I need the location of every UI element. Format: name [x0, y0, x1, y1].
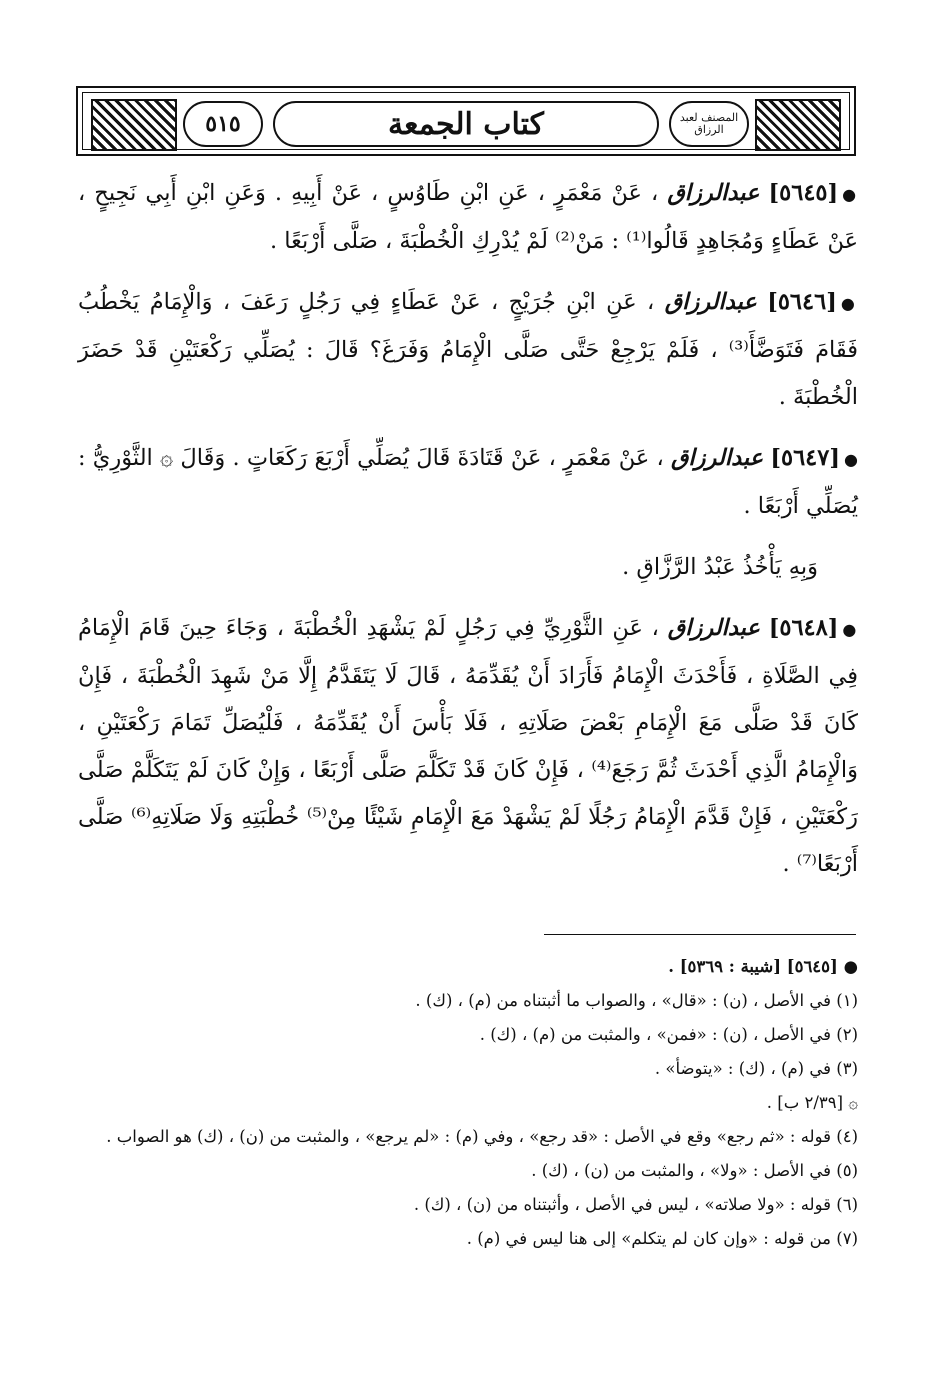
header-frame — [82, 92, 850, 150]
hadith-5646 — [78, 279, 858, 421]
page-number: ٥١٥ — [205, 111, 241, 137]
hadith-number: [٥٦٤٨] — [768, 615, 839, 641]
page-number-medallion — [183, 101, 263, 147]
chapter-title-cartouche — [273, 101, 659, 147]
hadith-author: عبدالرزاق — [664, 289, 757, 315]
footnote-reference: ● [٥٦٤٥] [شيبة : ٥٣٦٩] . — [668, 957, 858, 976]
hadith-author: عبدالرزاق — [670, 445, 764, 471]
bullet-icon: ● — [842, 620, 859, 639]
series-logo-medallion — [669, 101, 749, 147]
footnote-1: (١) في الأصل ، (ن) : «قال» ، والصواب ما أثبتناه من (م) ، (ك) . — [415, 991, 858, 1010]
editor-note: وَبِهِ يَأْخُذُ عَبْدُ الرَّزَّاقِ . — [622, 554, 818, 580]
hadith-text: ، عَنِ ابْنِ جُرَيْجٍ ، عَنْ عَطَاءٍ فِي رَجُلٍ رَعَفَ ، وَالْإِمَامُ يَخْطُبُ فَقَامَ فَتَوَضَّأَ⁽³⁾ ، فَلَمْ يَرْجِعْ حَتَّى صَلَّى الْإِمَامُ وَفَرَغَ؟ قَالَ : يُصَلِّي رَكْعَتَيْنِ قَدْ حَضَرَ الْخُطْبَةَ . — [78, 289, 858, 410]
footnote-separator — [544, 934, 856, 935]
hadith-5647 — [78, 435, 858, 530]
bullet-icon: ● — [842, 185, 859, 204]
chapter-title: كتاب الجمعة — [388, 106, 544, 142]
right-ornament — [755, 99, 841, 151]
footnote-folio: ۞ [٢/٣٩ ب] . — [766, 1093, 858, 1112]
hadith-text: ، عَنِ الثَّوْرِيِّ فِي رَجُلٍ لَمْ يَشْهَدِ الْخُطْبَةَ ، وَجَاءَ حِينَ قَامَ الْإِمَامُ فِي الصَّلَاةِ ، فَأَحْدَثَ الْإِمَامُ فَأَرَادَ أَنْ يُقَدِّمَهُ ، قَالَ لَا يَتَقَدَّمُ إِلَّا مَنْ شَهِدَ الْخُطْبَةَ ، فَإِنْ كَانَ قَدْ صَلَّى مَعَ الْإِمَامِ بَعْضَ صَلَاتِهِ ، فَلَا بَأْسَ أَنْ يُقَدِّمَهُ ، فَلْيُصَلِّ تَمَامَ رَكْعَتَيْنِ ، وَالْإِمَامُ الَّذِي أَحْدَثَ ثُمَّ رَجَعَ⁽⁴⁾ ، فَإِنْ كَانَ قَدْ تَكَلَّمَ صَلَّى أَرْبَعًا ، وَإِنْ كَانَ لَمْ يَتَكَلَّمْ صَلَّى رَكْعَتَيْنِ ، فَإِنْ قَدَّمَ الْإِمَامُ رَجُلًا لَمْ يَشْهَدْ مَعَ الْإِمَامِ شَيْئًا مِنْ⁽⁵⁾ خُطْبَتِهِ وَلَا صَلَاتِهِ⁽⁶⁾ صَلَّى أَرْبَعًا⁽⁷⁾ . — [78, 615, 858, 877]
footnote-7: (٧) من قوله : «وإن كان لم يتكلم» إلى هنا ليس في (م) . — [466, 1229, 858, 1248]
hadith-author: عبدالرزاق — [667, 615, 760, 641]
footnote-4: (٤) قوله : «ثم رجع» وقع في الأصل : «قد رجع» ، وفي (م) : «لم يرجع» ، والمثبت من (ن) ، (ك) هو الصواب . — [106, 1127, 858, 1146]
bullet-icon: ● — [840, 294, 859, 313]
series-logo: المصنف لعبد الرزاق — [679, 111, 739, 136]
footnote-3: (٣) في (م) ، (ك) : «يتوضأ» . — [654, 1059, 858, 1078]
hadith-number: [٥٦٤٧] — [770, 445, 840, 471]
page-header — [76, 86, 856, 156]
left-ornament — [91, 99, 177, 151]
hadith-text: ، عَنْ مَعْمَرٍ ، عَنْ قَتَادَةَ قَالَ يُصَلِّي أَرْبَعَ رَكَعَاتٍ . وَقَالَ ۞ الثَّوْرِيُّ : يُصَلِّي أَرْبَعًا . — [78, 445, 858, 519]
hadith-number: [٥٦٤٥] — [768, 180, 839, 206]
footnotes — [78, 950, 858, 1256]
footnote-6: (٦) قوله : «ولا صلاته» ، ليس في الأصل ، وأثبتناه من (ن) ، (ك) . — [413, 1195, 858, 1214]
bullet-icon: ● — [843, 450, 859, 469]
hadith-author: عبدالرزاق — [667, 180, 760, 206]
hadith-text: ، عَنْ مَعْمَرٍ ، عَنِ ابْنِ طَاوُسٍ ، عَنْ أَبِيهِ . وَعَنِ ابْنِ أَبِي نَجِيحٍ ، عَنْ عَطَاءٍ وَمُجَاهِدٍ قَالُوا⁽¹⁾ : مَنْ⁽²⁾ لَمْ يُدْرِكِ الْخُطْبَةَ ، صَلَّى أَرْبَعًا . — [78, 180, 858, 254]
main-text — [78, 170, 858, 902]
footnote-5: (٥) في الأصل : «ولا» ، والمثبت من (ن) ، (ك) . — [531, 1161, 858, 1180]
footnote-2: (٢) في الأصل ، (ن) : «فمن» ، والمثبت من (م) ، (ك) . — [479, 1025, 858, 1044]
hadith-5645 — [78, 170, 858, 265]
hadith-5648 — [78, 605, 858, 888]
hadith-number: [٥٦٤٦] — [767, 289, 837, 315]
footnote-reference-text: [٥٦٤٥] [شيبة : ٥٣٦٩] . — [668, 957, 838, 976]
